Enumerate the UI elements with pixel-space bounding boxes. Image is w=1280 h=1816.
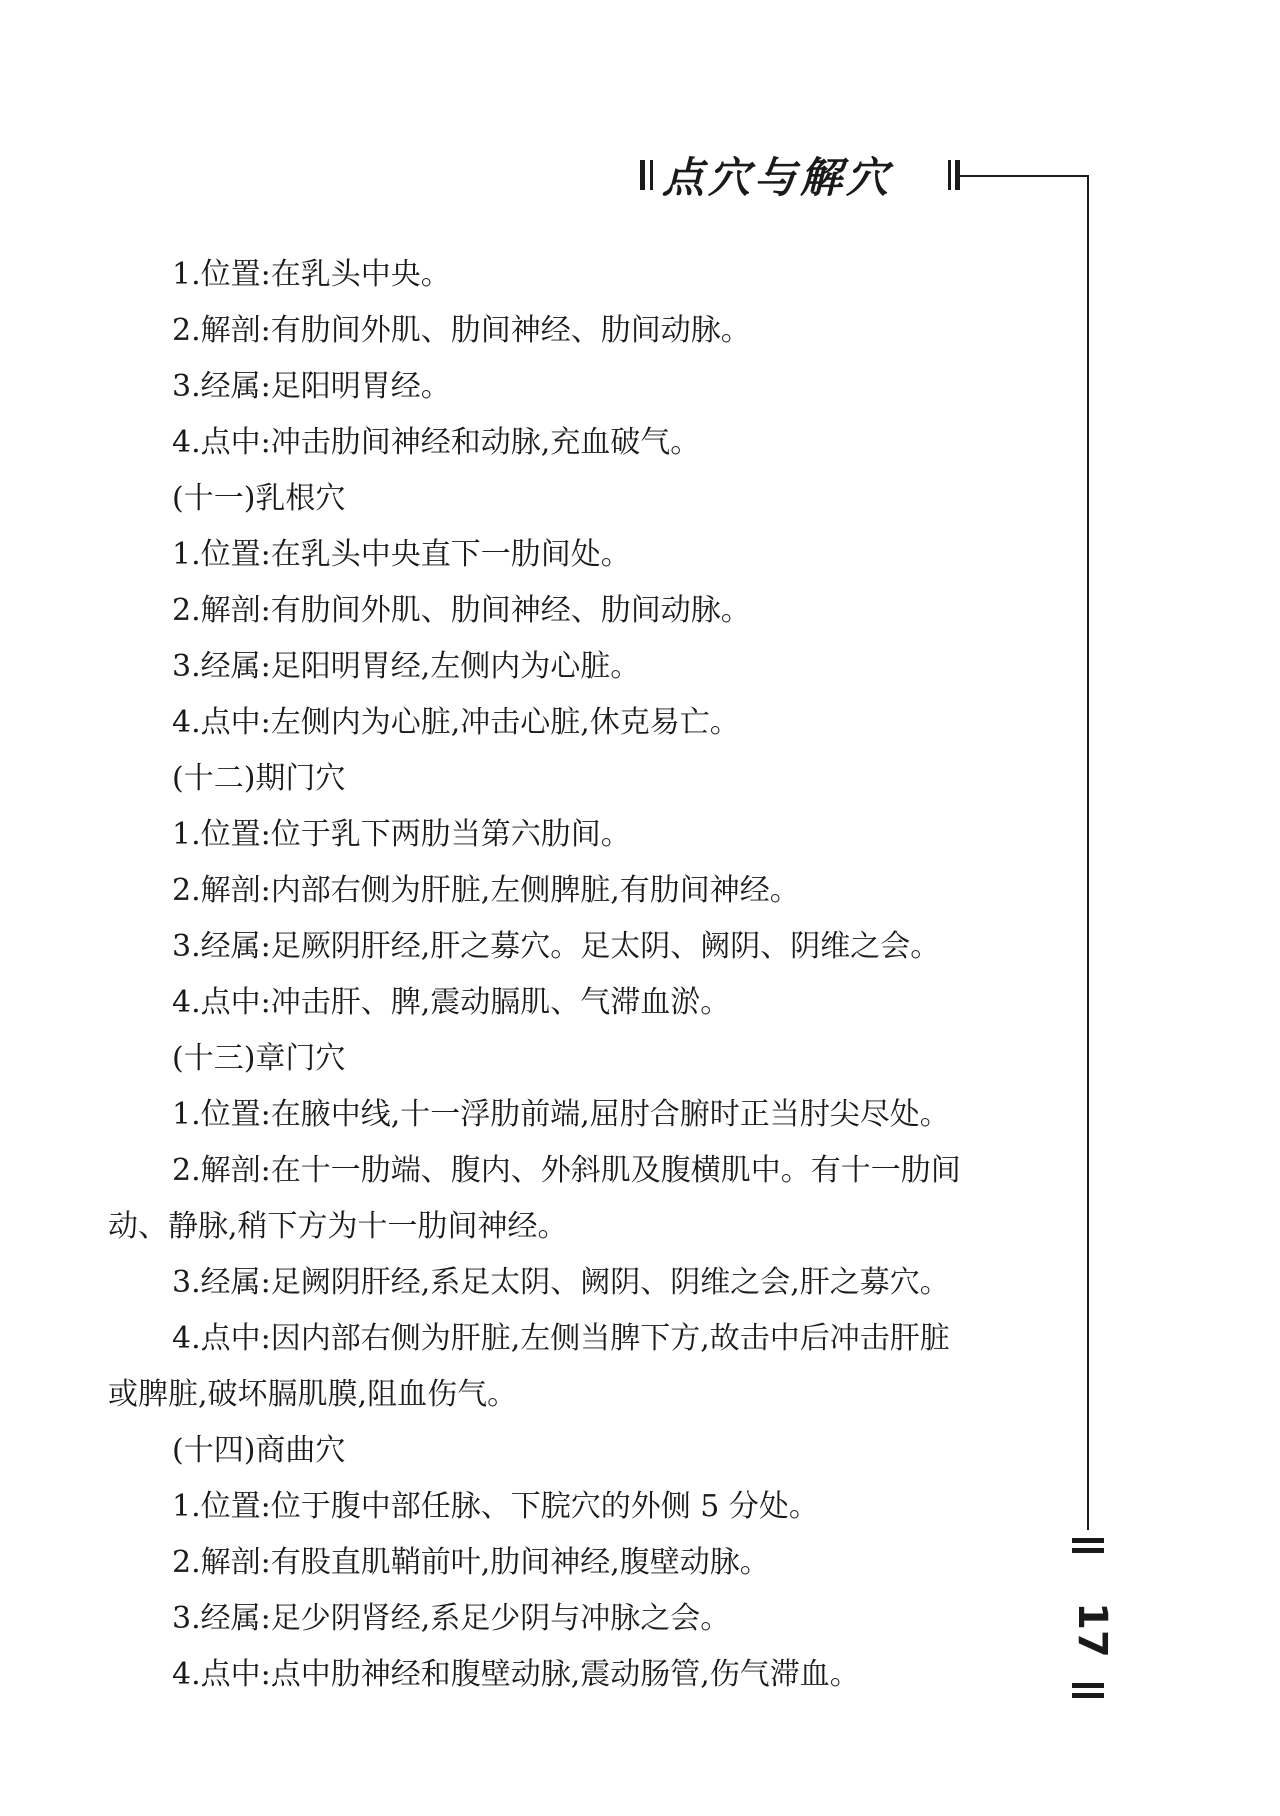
text-line: 2.解剖:有肋间外肌、肋间神经、肋间动脉。 (172, 313, 751, 348)
header-title: 点穴与解穴 (662, 153, 893, 202)
paragraph-first-line: 4.点中:因内部右侧为肝脏,左侧当脾下方,故击中后冲击肝脏 (172, 1321, 950, 1356)
text-line: 1.位置:位于乳下两肋当第六肋间。 (172, 817, 631, 852)
text-line: 2.解剖:内部右侧为肝脏,左侧脾脏,有肋间神经。 (172, 873, 800, 908)
text-line: 3.经属:足阙阴肝经,系足太阴、阙阴、阴维之会,肝之募穴。 (172, 1265, 950, 1300)
page-marker-top-bar (1072, 1538, 1104, 1543)
side-rule (1087, 175, 1089, 1530)
page-marker-top-bar-2 (1072, 1548, 1104, 1553)
text-line: 3.经属:足厥阴肝经,肝之募穴。足太阴、阙阴、阴维之会。 (172, 929, 941, 964)
text-line: 4.点中:冲击肋间神经和动脉,充血破气。 (172, 425, 701, 460)
header-rule (960, 175, 1088, 177)
header-right-ornament (948, 160, 951, 190)
section-heading: (十一)乳根穴 (172, 481, 346, 516)
header-left-ornament-2 (650, 160, 653, 190)
page-marker-bottom-bar (1072, 1683, 1104, 1688)
section-heading: (十四)商曲穴 (172, 1433, 346, 1468)
paragraph-continuation: 动、静脉,稍下方为十一肋间神经。 (108, 1209, 568, 1244)
text-line: 2.解剖:有肋间外肌、肋间神经、肋间动脉。 (172, 593, 751, 628)
header-left-ornament (640, 160, 645, 190)
text-line: 1.位置:位于腹中部任脉、下脘穴的外侧 5 分处。 (172, 1489, 819, 1524)
text-line: 4.点中:左侧内为心脏,冲击心脏,休克易亡。 (172, 705, 740, 740)
text-line: 1.位置:在乳头中央直下一肋间处。 (172, 537, 631, 572)
paragraph-continuation: 或脾脏,破坏膈肌膜,阻血伤气。 (108, 1377, 518, 1412)
text-line: 4.点中:点中肋神经和腹壁动脉,震动肠管,伤气滞血。 (172, 1657, 860, 1692)
section-heading: (十三)章门穴 (172, 1041, 346, 1076)
text-line: 1.位置:在乳头中央。 (172, 257, 451, 292)
paragraph-first-line: 2.解剖:在十一肋端、腹内、外斜肌及腹横肌中。有十一肋间 (172, 1153, 961, 1188)
text-line: 3.经属:足阳明胃经,左侧内为心脏。 (172, 649, 641, 684)
text-line: 3.经属:足少阴肾经,系足少阴与冲脉之会。 (172, 1601, 731, 1636)
page-marker-bottom-bar-2 (1072, 1693, 1104, 1698)
text-line: 1.位置:在腋中线,十一浮肋前端,屈肘合腑时正当肘尖尽处。 (172, 1097, 950, 1132)
text-line: 4.点中:冲击肝、脾,震动膈肌、气滞血淤。 (172, 985, 731, 1020)
section-heading: (十二)期门穴 (172, 761, 346, 796)
page-body (108, 247, 1048, 1703)
page-number: 17 (1069, 1602, 1115, 1658)
text-line: 2.解剖:有股直肌鞘前叶,肋间神经,腹壁动脉。 (172, 1545, 770, 1580)
text-line: 3.经属:足阳明胃经。 (172, 369, 451, 404)
